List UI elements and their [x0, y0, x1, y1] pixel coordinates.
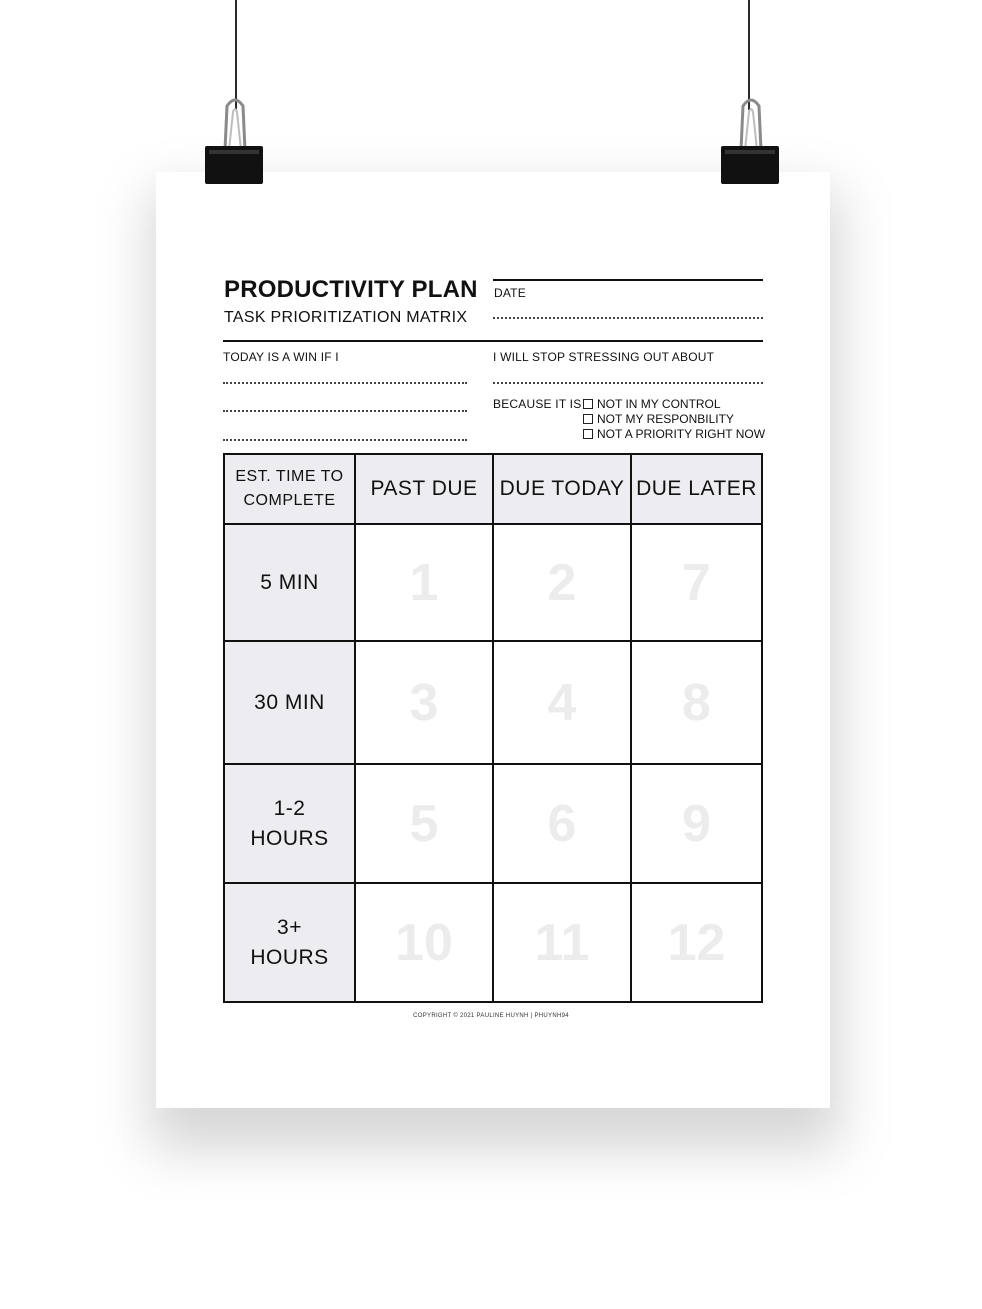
row-label-line-1: 1-2 [273, 796, 306, 820]
row-label-line-1: 30 MIN [254, 690, 325, 714]
matrix-cell[interactable]: 8 [632, 642, 761, 765]
matrix-cell[interactable]: 2 [494, 525, 632, 642]
corner-line-1: EST. TIME TO [235, 468, 344, 485]
matrix-corner-header [225, 455, 356, 525]
win-label: TODAY IS A WIN IF I [223, 350, 339, 364]
matrix-cell[interactable]: 11 [494, 884, 632, 1001]
corner-line-2: COMPLETE [243, 492, 336, 509]
column-header-due-later: DUE LATER [632, 455, 761, 525]
option-not-my-responsibility[interactable] [583, 412, 734, 426]
row-label-line-1: 5 MIN [260, 570, 319, 594]
matrix-cell[interactable]: 6 [494, 765, 632, 884]
date-top-rule [493, 279, 763, 281]
page-subtitle: TASK PRIORITIZATION MATRIX [224, 309, 468, 326]
stress-label: I WILL STOP STRESSING OUT ABOUT [493, 350, 715, 364]
matrix-cell[interactable]: 4 [494, 642, 632, 765]
column-header-due-today: DUE TODAY [494, 455, 632, 525]
date-label: DATE [494, 286, 526, 300]
stress-line[interactable] [493, 382, 763, 384]
option-label: NOT A PRIORITY RIGHT NOW [597, 427, 766, 441]
matrix-cell[interactable]: 7 [632, 525, 761, 642]
matrix-cell[interactable]: 1 [356, 525, 494, 642]
matrix-cell[interactable]: 9 [632, 765, 761, 884]
option-label: NOT IN MY CONTROL [597, 397, 721, 411]
matrix-cell[interactable]: 5 [356, 765, 494, 884]
matrix-cell[interactable]: 10 [356, 884, 494, 1001]
row-label-30-min [225, 642, 356, 765]
row-label-1-2-hours [225, 765, 356, 884]
prioritization-matrix [223, 453, 763, 1003]
win-line-2[interactable] [223, 410, 467, 412]
row-label-3-plus-hours [225, 884, 356, 1001]
page-title: PRODUCTIVITY PLAN [224, 276, 478, 303]
checkbox-icon[interactable] [583, 414, 593, 424]
matrix-cell[interactable]: 12 [667, 913, 726, 972]
win-line-3[interactable] [223, 439, 467, 441]
header-divider [223, 340, 763, 342]
column-header-past-due: PAST DUE [356, 455, 494, 525]
option-not-a-priority[interactable] [583, 427, 765, 441]
binder-clip-icon [205, 90, 265, 210]
because-label: BECAUSE IT IS [493, 397, 582, 411]
binder-clip-icon [721, 90, 781, 210]
copyright-notice: COPYRIGHT © 2021 PAULINE HUYNH | PHUYNH94 [413, 1013, 569, 1019]
row-label-line-2: HOURS [250, 945, 329, 969]
matrix-cell[interactable]: 3 [356, 642, 494, 765]
row-label-line-1: 3+ [277, 915, 302, 939]
row-label-5-min [225, 525, 356, 642]
win-line-1[interactable] [223, 382, 467, 384]
option-not-in-control[interactable] [583, 397, 721, 411]
checkbox-icon[interactable] [583, 399, 593, 409]
checkbox-icon[interactable] [583, 429, 593, 439]
option-label: NOT MY RESPONBILITY [597, 412, 734, 426]
row-label-line-2: HOURS [250, 826, 329, 850]
date-field[interactable] [493, 317, 763, 319]
